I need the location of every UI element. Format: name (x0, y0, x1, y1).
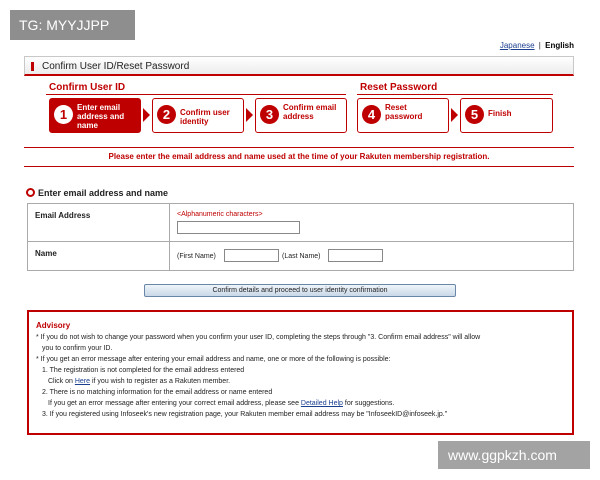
advisory-line: 3. If you registered using Infoseek's new registration page, your Rakuten member email address may be "InfoseekID@infoseek.jp." (42, 411, 448, 418)
step-2-confirm-identity (152, 98, 244, 133)
name-cell (171, 242, 573, 270)
page-title-bar (24, 56, 574, 76)
last-name-input[interactable] (328, 249, 383, 262)
language-separator: | (538, 41, 541, 50)
advisory-line: you to confirm your ID. (42, 345, 113, 352)
step-arrow-icon (143, 108, 150, 122)
bullet-icon (26, 188, 35, 197)
first-name-input[interactable] (224, 249, 279, 262)
advisory-line: Click on Here if you wish to register as a Rakuten member. (48, 378, 231, 385)
advisory-line: If you get an error message after entering your correct email address, please see Detailed Help for suggestions. (48, 400, 395, 407)
name-label: Name (28, 242, 170, 270)
advisory-line: 2. There is no matching information for the email address or name entered (42, 389, 273, 396)
email-cell (171, 204, 573, 241)
language-switcher (500, 41, 574, 50)
step-label: Enter email address and name (77, 103, 125, 130)
step-number: 1 (54, 105, 73, 124)
watermark-top: TG: MYYJJPP (10, 10, 135, 40)
step-number: 2 (157, 105, 176, 124)
step-label: Confirm user identity (180, 108, 230, 126)
confirm-button[interactable]: Confirm details and proceed to user identity confirmation (144, 284, 456, 297)
phase-divider-confirm (46, 94, 346, 95)
step-label: Finish (488, 109, 512, 118)
step-1-enter-email (49, 98, 141, 133)
detailed-help-link[interactable]: Detailed Help (300, 400, 343, 407)
english-current: English (545, 41, 574, 50)
email-hint: <Alphanumeric characters> (177, 211, 263, 218)
email-label: Email Address (28, 204, 170, 241)
phase-divider-reset (357, 94, 553, 95)
name-row (28, 242, 573, 270)
instruction-banner: Please enter the email address and name used at the time of your Rakuten membership registration. (24, 147, 574, 167)
page-title: Confirm User ID/Reset Password (42, 61, 190, 72)
first-name-label: (First Name) (177, 253, 216, 260)
step-number: 4 (362, 105, 381, 124)
email-input[interactable] (177, 221, 300, 234)
email-row (28, 204, 573, 242)
last-name-label: (Last Name) (282, 253, 321, 260)
form-table (27, 203, 574, 271)
step-5-finish (460, 98, 553, 133)
step-number: 3 (260, 105, 279, 124)
advisory-box (27, 310, 574, 435)
phase-reset-password: Reset Password (360, 82, 438, 93)
japanese-link[interactable]: Japanese (499, 41, 535, 50)
step-arrow-icon (451, 108, 458, 122)
step-label: Confirm email address (283, 103, 337, 121)
advisory-heading: Advisory (36, 321, 71, 330)
step-label: Reset password (385, 103, 423, 121)
step-number: 5 (465, 105, 484, 124)
advisory-line: * If you do not wish to change your password when you confirm your user ID, completing the steps through "3. Confirm email address" will allow (36, 334, 481, 341)
step-arrow-icon (246, 108, 253, 122)
advisory-line: * If you get an error message after entering your email address and name, one or more of the following is possible: (36, 356, 391, 363)
step-4-reset-password (357, 98, 449, 133)
phase-confirm-user-id: Confirm User ID (49, 82, 126, 93)
section-heading: Enter email address and name (26, 188, 168, 198)
register-here-link[interactable]: Here (74, 378, 91, 385)
advisory-line: 1. The registration is not completed for the email address entered (42, 367, 245, 374)
watermark-bottom: www.ggpkzh.com (438, 441, 590, 469)
title-marker-icon (31, 62, 34, 71)
step-3-confirm-email (255, 98, 347, 133)
